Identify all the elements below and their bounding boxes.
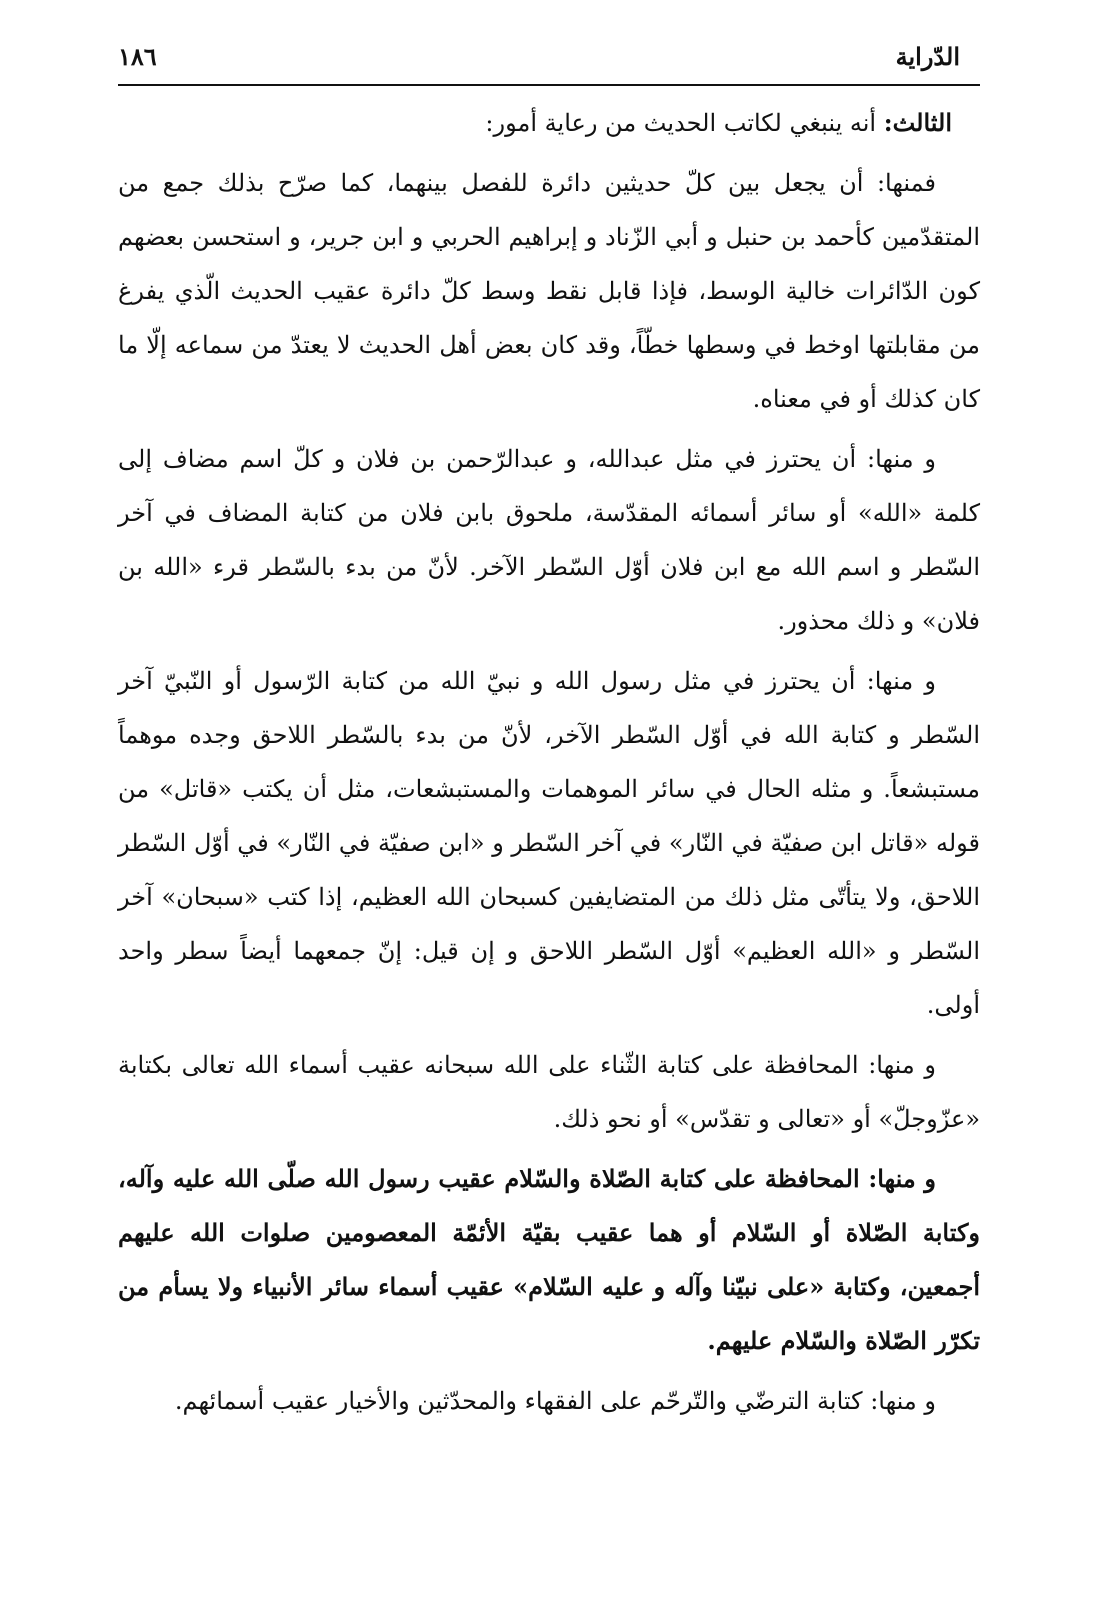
running-title: الدّراية: [895, 42, 960, 71]
page-header: [118, 40, 980, 86]
paragraph-salutations: و منها: المحافظة على كتابة الصّلاة والسّلام عقيب رسول الله صلّى الله عليه وآله، وكتابة الصّلاة أو السّلام أو هما عقيب بقيّة الأئمّة المعصومين صلوات الله عليهم أجمعين، وكتابة «على نبيّنا وآله و عليه السّلام» عقيب أسماء سائر الأنبياء ولا يسأم من تكرّر الصّلاة والسّلام عليهم.: [118, 1164, 980, 1355]
paragraph-text: أنه ينبغي لكاتب الحديث من رعاية أمور:: [485, 109, 884, 137]
paragraph-divine-names: و منها: أن يحترز في مثل عبدالله، و عبدالرّحمن بن فلان و كلّ اسم مضاف إلى كلمة «الله» أو سائر أسمائه المقدّسة، ملحوق بابن فلان من كتابة المضاف في آخر السّطر و اسم الله مع ابن فلان أوّل السّطر الآخر. لأنّ من بدء بالسّطر قرء «الله بن فلان» و ذلك محذور.: [118, 445, 980, 635]
paragraph-lead: الثالث:: [883, 108, 952, 137]
paragraph-line-breaks: و منها: أن يحترز في مثل رسول الله و نبيّ الله من كتابة الرّسول أو النّبيّ آخر السّطر و كتابة الله في أوّل السّطر الآخر، لأنّ من بدء بالسّطر اللاحق وجده موهماً مستبشعاً. و مثله الحال في سائر الموهمات والمستبشعات، مثل أن يكتب «قاتل» من قوله «قاتل ابن صفيّة في النّار» في آخر السّطر و «ابن صفيّة في النّار» في أوّل السّطر اللاحق، ولا يتأتّى مثل ذلك من المتضايفين كسبحان الله العظيم، إذا كتب «سبحان» آخر السّطر و «الله العظيم» أوّل السّطر اللاحق و إن قيل: إنّ جمعهما أيضاً سطر واحد أولى.: [118, 667, 980, 1019]
paragraph-praise: و منها: المحافظة على كتابة الثّناء على الله سبحانه عقيب أسماء الله تعالى بكتابة «عزّوجلّ» أو «تعالى و تقدّس» أو نحو ذلك.: [118, 1051, 980, 1133]
paragraph-circles: فمنها: أن يجعل بين كلّ حديثين دائرة للفصل بينهما، كما صرّح بذلك جمع من المتقدّمين كأحمد بن حنبل و أبي الزّناد و إبراهيم الحربي و ابن جرير، و استحسن بعضهم كون الدّائرات خالية الوسط، فإذا قابل نقط وسط كلّ دائرة عقيب الحديث الّذي يفرغ من مقابلتها اوخط في وسطها خطّاً، وقد كان بعض أهل الحديث لا يعتدّ من سماعه إلّا ما كان كذلك أو في معناه.: [118, 169, 980, 413]
page-number: ١٨٦: [118, 42, 157, 71]
book-page: [118, 40, 980, 1560]
page-body: [118, 96, 980, 1428]
paragraph-intro: [118, 96, 980, 150]
paragraph-tarahhum: و منها: كتابة الترضّي والتّرحّم على الفقهاء والمحدّثين والأخيار عقيب أسمائهم.: [174, 1387, 936, 1415]
